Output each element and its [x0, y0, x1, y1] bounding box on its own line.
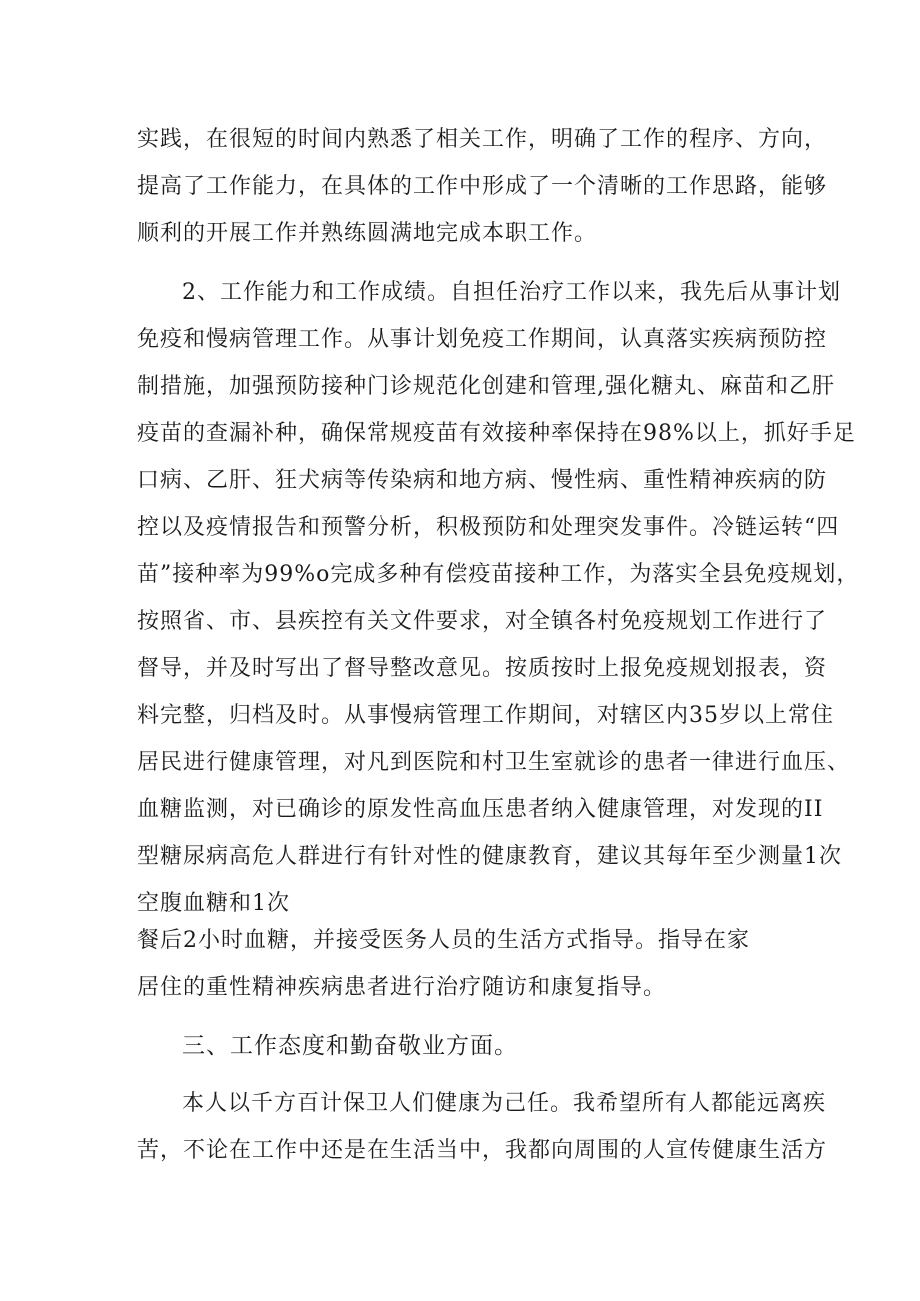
text-line: 按照省、市、县疾控有关文件要求，对全镇各村免疫规划工作进行了: [137, 609, 828, 634]
text-line: 免疫和慢病管理工作。从事计划免疫工作期间，认真落实疾病预防控: [137, 327, 828, 352]
text-line: 提高了工作能力，在具体的工作中形成了一个清晰的工作思路，能够: [137, 174, 828, 199]
text-line: 居民进行健康管理，对凡到医院和村卫生室就诊的患者一律进行血压、: [137, 750, 851, 775]
text-line: 疫苗的查漏补种，确保常规疫苗有效接种率保持在98%以上，抓好手足: [137, 421, 856, 446]
text-line: 型糖尿病高危人群进行有针对性的健康教育，建议其每年至少测量1次: [137, 844, 842, 869]
text-line: 顺利的开展工作并熟练圆满地完成本职工作。: [137, 221, 598, 246]
section-heading: 三、工作态度和勤奋敬业方面。: [182, 1033, 518, 1059]
text-line: 2、工作能力和工作成绩。自担任治疗工作以来，我先后从事计划: [182, 280, 841, 305]
text-line: 居住的重性精神疾病患者进行治疗随访和康复指导。: [137, 975, 667, 1000]
text-line: 苗”接种率为99%o完成多种有偿疫苗接种工作，为落实全县免疫规划，: [137, 562, 860, 587]
text-line: 本人以千方百计保卫人们健康为己任。我希望所有人都能远离疾: [182, 1091, 827, 1116]
text-line: 餐后2小时血糖，并接受医务人员的生活方式指导。指导在家: [137, 928, 750, 953]
text-line: 血糖监测，对已确诊的原发性高血压患者纳入健康管理，对发现的II: [137, 797, 824, 822]
text-line: 空腹血糖和1次: [137, 891, 290, 916]
text-line: 督导，并及时写出了督导整改意见。按质按时上报免疫规划报表，资: [137, 656, 828, 681]
text-line: 控以及疫情报告和预警分析，积极预防和处理突发事件。冷链运转“四: [137, 515, 840, 540]
text-line: 料完整，归档及时。从事慢病管理工作期间，对辖区内35岁以上常住: [137, 703, 834, 728]
text-line: 制措施，加强预防接种门诊规范化创建和管理,强化糖丸、麻苗和乙肝: [137, 374, 835, 399]
text-line: 实践，在很短的时间内熟悉了相关工作，明确了工作的程序、方向，: [137, 127, 828, 152]
text-line: 口病、乙肝、狂犬病等传染病和地方病、慢性病、重性精神疾病的防: [137, 468, 828, 493]
text-line: 苦，不论在工作中还是在生活当中，我都向周围的人宣传健康生活方: [137, 1138, 828, 1163]
